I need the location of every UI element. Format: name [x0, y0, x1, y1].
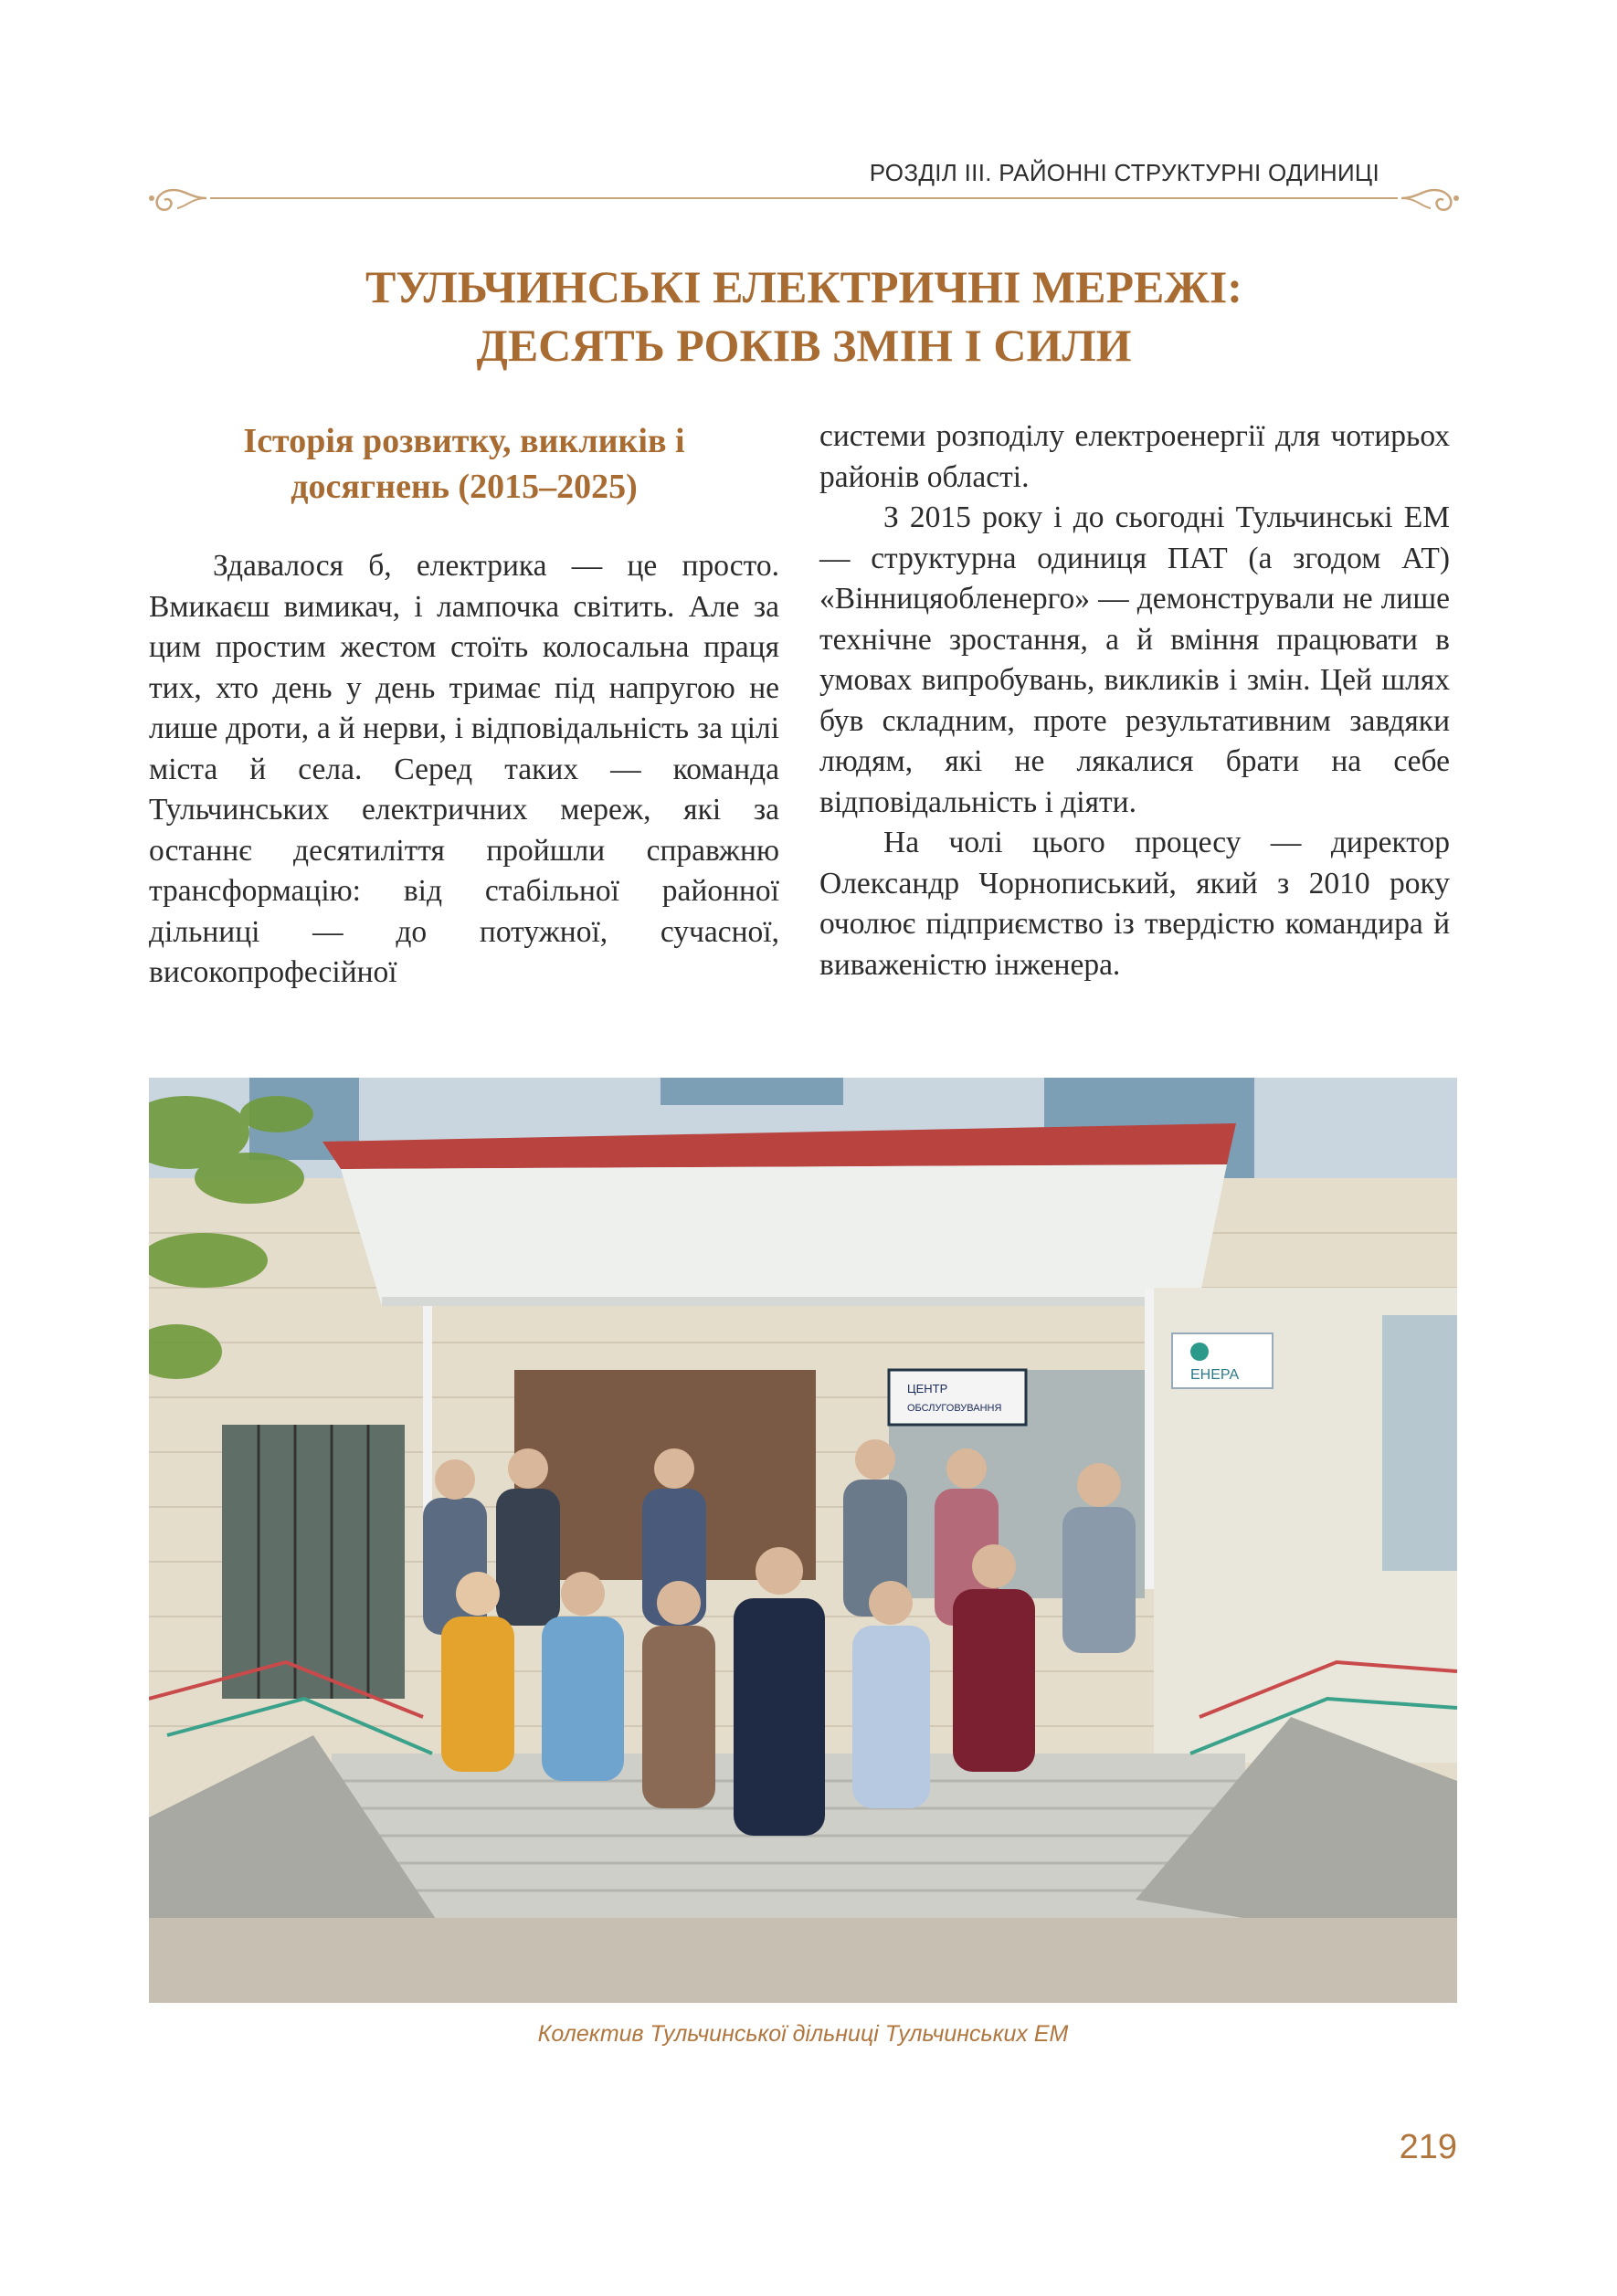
paragraph-1: Здавалося б, електрика — це просто. Вмикаєш вимикач, і лампочка світить. Але за цим простим жестом стоїть колосальна праця тих, хто день у день тримає під напругою не лише дроти, а й нерви, і відповідальність за цілі міста й села. Серед таких — команда Тульчинських електричних мереж, які за останнє десятиліття пройшли справжню трансформацію: від стабільної районної дільниці — до потужної, сучасної, високопрофесійної — [149, 549, 779, 989]
paragraph-2: З 2015 року і до сьогодні Тульчинські ЕМ — структурна одиниця ПАТ (а згодом АТ) «Вінницяобленерго» — демонстрували не лише технічне зростання, а й вміння працювати в умовах випробувань, викликів і змін. Цей шлях був складним, проте результативним завдяки людям, які не лякалися брати на себе відповідальність і діяти. — [819, 500, 1450, 819]
header-rule — [210, 197, 1398, 199]
subheading — [149, 418, 779, 510]
right-column — [819, 416, 1450, 985]
team-photo — [149, 1078, 1457, 2003]
subheading-line-1: Історія розвитку, викликів і — [243, 422, 685, 460]
running-header — [146, 146, 1462, 219]
paragraph-1-continued: системи розподілу електроенергії для чотирьох районів області. — [819, 419, 1450, 494]
section-title: РОЗДІЛ ІІІ. РАЙОННІ СТРУКТУРНІ ОДИНИЦІ — [869, 159, 1379, 186]
right-ornament-icon — [1398, 179, 1462, 219]
photo-caption: Колектив Тульчинської дільниці Тульчинських ЕМ — [537, 2021, 1069, 2047]
title-line-1: ТУЛЬЧИНСЬКІ ЕЛЕКТРИЧНІ МЕРЕЖІ: — [365, 261, 1242, 312]
left-column — [149, 416, 779, 994]
subheading-line-2: досягнень (2015–2025) — [291, 468, 638, 506]
title-line-2: ДЕСЯТЬ РОКІВ ЗМІН І СИЛИ — [476, 320, 1132, 371]
left-ornament-icon — [146, 179, 210, 219]
article-title — [146, 258, 1462, 374]
sign-center-line2: ОБСЛУГОВУВАННЯ — [907, 1403, 1002, 1414]
sign-enera: ЕНЕРА — [1190, 1367, 1240, 1383]
sign-center-line1: ЦЕНТР — [907, 1382, 948, 1396]
paragraph-3: На чолі цього процесу — директор Олександр Чорнописький, який з 2010 року очолює підприємство із твердістю командира й виваженістю інженера. — [819, 826, 1450, 982]
page-number: 219 — [1399, 2128, 1457, 2166]
